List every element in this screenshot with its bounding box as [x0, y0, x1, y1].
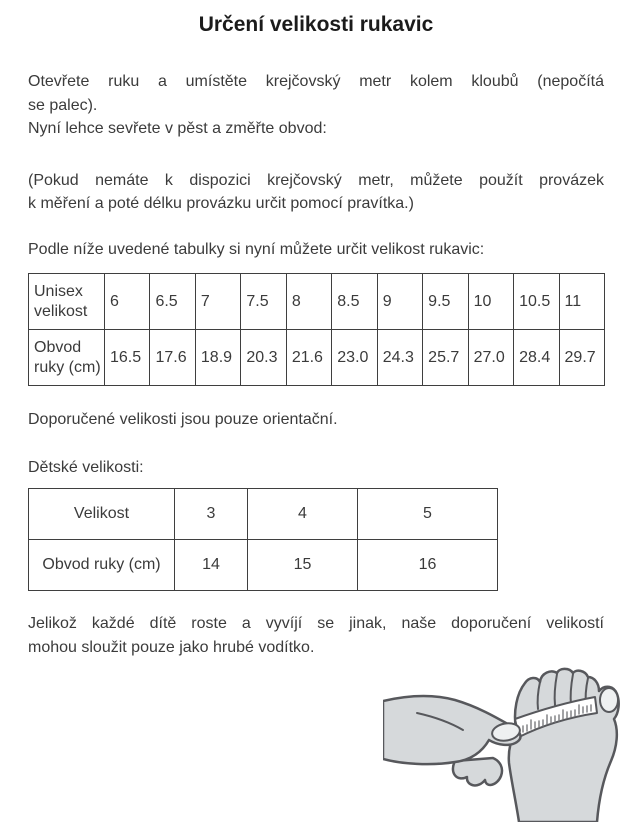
table-cell: 11	[559, 274, 604, 330]
table-cell: 6.5	[150, 274, 195, 330]
table-cell: 8.5	[332, 274, 377, 330]
table-cell: 24.3	[377, 330, 422, 386]
note-line-2: k měření a poté délku provázku určit pomocí pravítka.)	[28, 195, 414, 212]
table-cell: 14	[175, 540, 248, 591]
table-cell: 18.9	[195, 330, 240, 386]
table-cell: 17.6	[150, 330, 195, 386]
row-label-cell: Obvod ruky (cm)	[29, 330, 105, 386]
table-cell: 25.7	[423, 330, 468, 386]
measuring-tape-hands-icon	[383, 667, 627, 822]
hand-measurement-illustration	[28, 667, 627, 822]
table-cell: 16.5	[105, 330, 150, 386]
note-line-1: (Pokud nemáte k dispozici krejčovský metr, můžete použít provázek	[28, 171, 604, 189]
table-cell: 21.6	[286, 330, 331, 386]
table-cell: 27.0	[468, 330, 513, 386]
table-cell: 5	[358, 489, 498, 540]
table-cell: 29.7	[559, 330, 604, 386]
outro-line-2: mohou sloužit pouze jako hrubé vodítko.	[28, 638, 315, 656]
unisex-size-table	[28, 273, 605, 386]
page-title: Určení velikosti rukavic	[198, 13, 434, 36]
table-cell: 16	[358, 540, 498, 591]
table-row	[29, 489, 498, 540]
table-cell: 28.4	[514, 330, 559, 386]
kids-size-table	[28, 488, 498, 591]
table-cell: 10	[468, 274, 513, 330]
table-cell: 6	[105, 274, 150, 330]
intro-line-1: Otevřete ruku a umístěte krejčovský metr kolem kloubů (nepočítá	[28, 73, 604, 90]
row-label-cell: Obvod ruky (cm)	[29, 540, 175, 591]
intro-line-3: Nyní lehce sevřete v pěst a změřte obvod:	[28, 120, 327, 137]
table-cell: 10.5	[514, 274, 559, 330]
table-row	[29, 274, 605, 330]
table-cell: 3	[175, 489, 248, 540]
table-cell: 23.0	[332, 330, 377, 386]
row-label-cell: Unisex velikost	[29, 274, 105, 330]
row-label-cell: Velikost	[29, 489, 175, 540]
table-cell: 9	[377, 274, 422, 330]
table-cell: 20.3	[241, 330, 286, 386]
intro-line-2: se palec).	[28, 96, 98, 114]
table-cell: 15	[248, 540, 358, 591]
kids-sizes-heading: Dětské velikosti:	[28, 458, 144, 476]
disclaimer-text: Doporučené velikosti jsou pouze orientační.	[28, 411, 338, 428]
table-cell: 9.5	[423, 274, 468, 330]
table-row	[29, 330, 605, 386]
table-cell: 7.5	[241, 274, 286, 330]
table-cell: 7	[195, 274, 240, 330]
size-table-intro: Podle níže uvedené tabulky si nyní můžete určit velikost rukavic:	[28, 240, 485, 258]
table-row	[29, 540, 498, 591]
table-cell: 4	[248, 489, 358, 540]
table-cell: 8	[286, 274, 331, 330]
outro-line-1: Jelikož každé dítě roste a vyvíjí se jinak, naše doporučení velikostí	[28, 615, 604, 632]
